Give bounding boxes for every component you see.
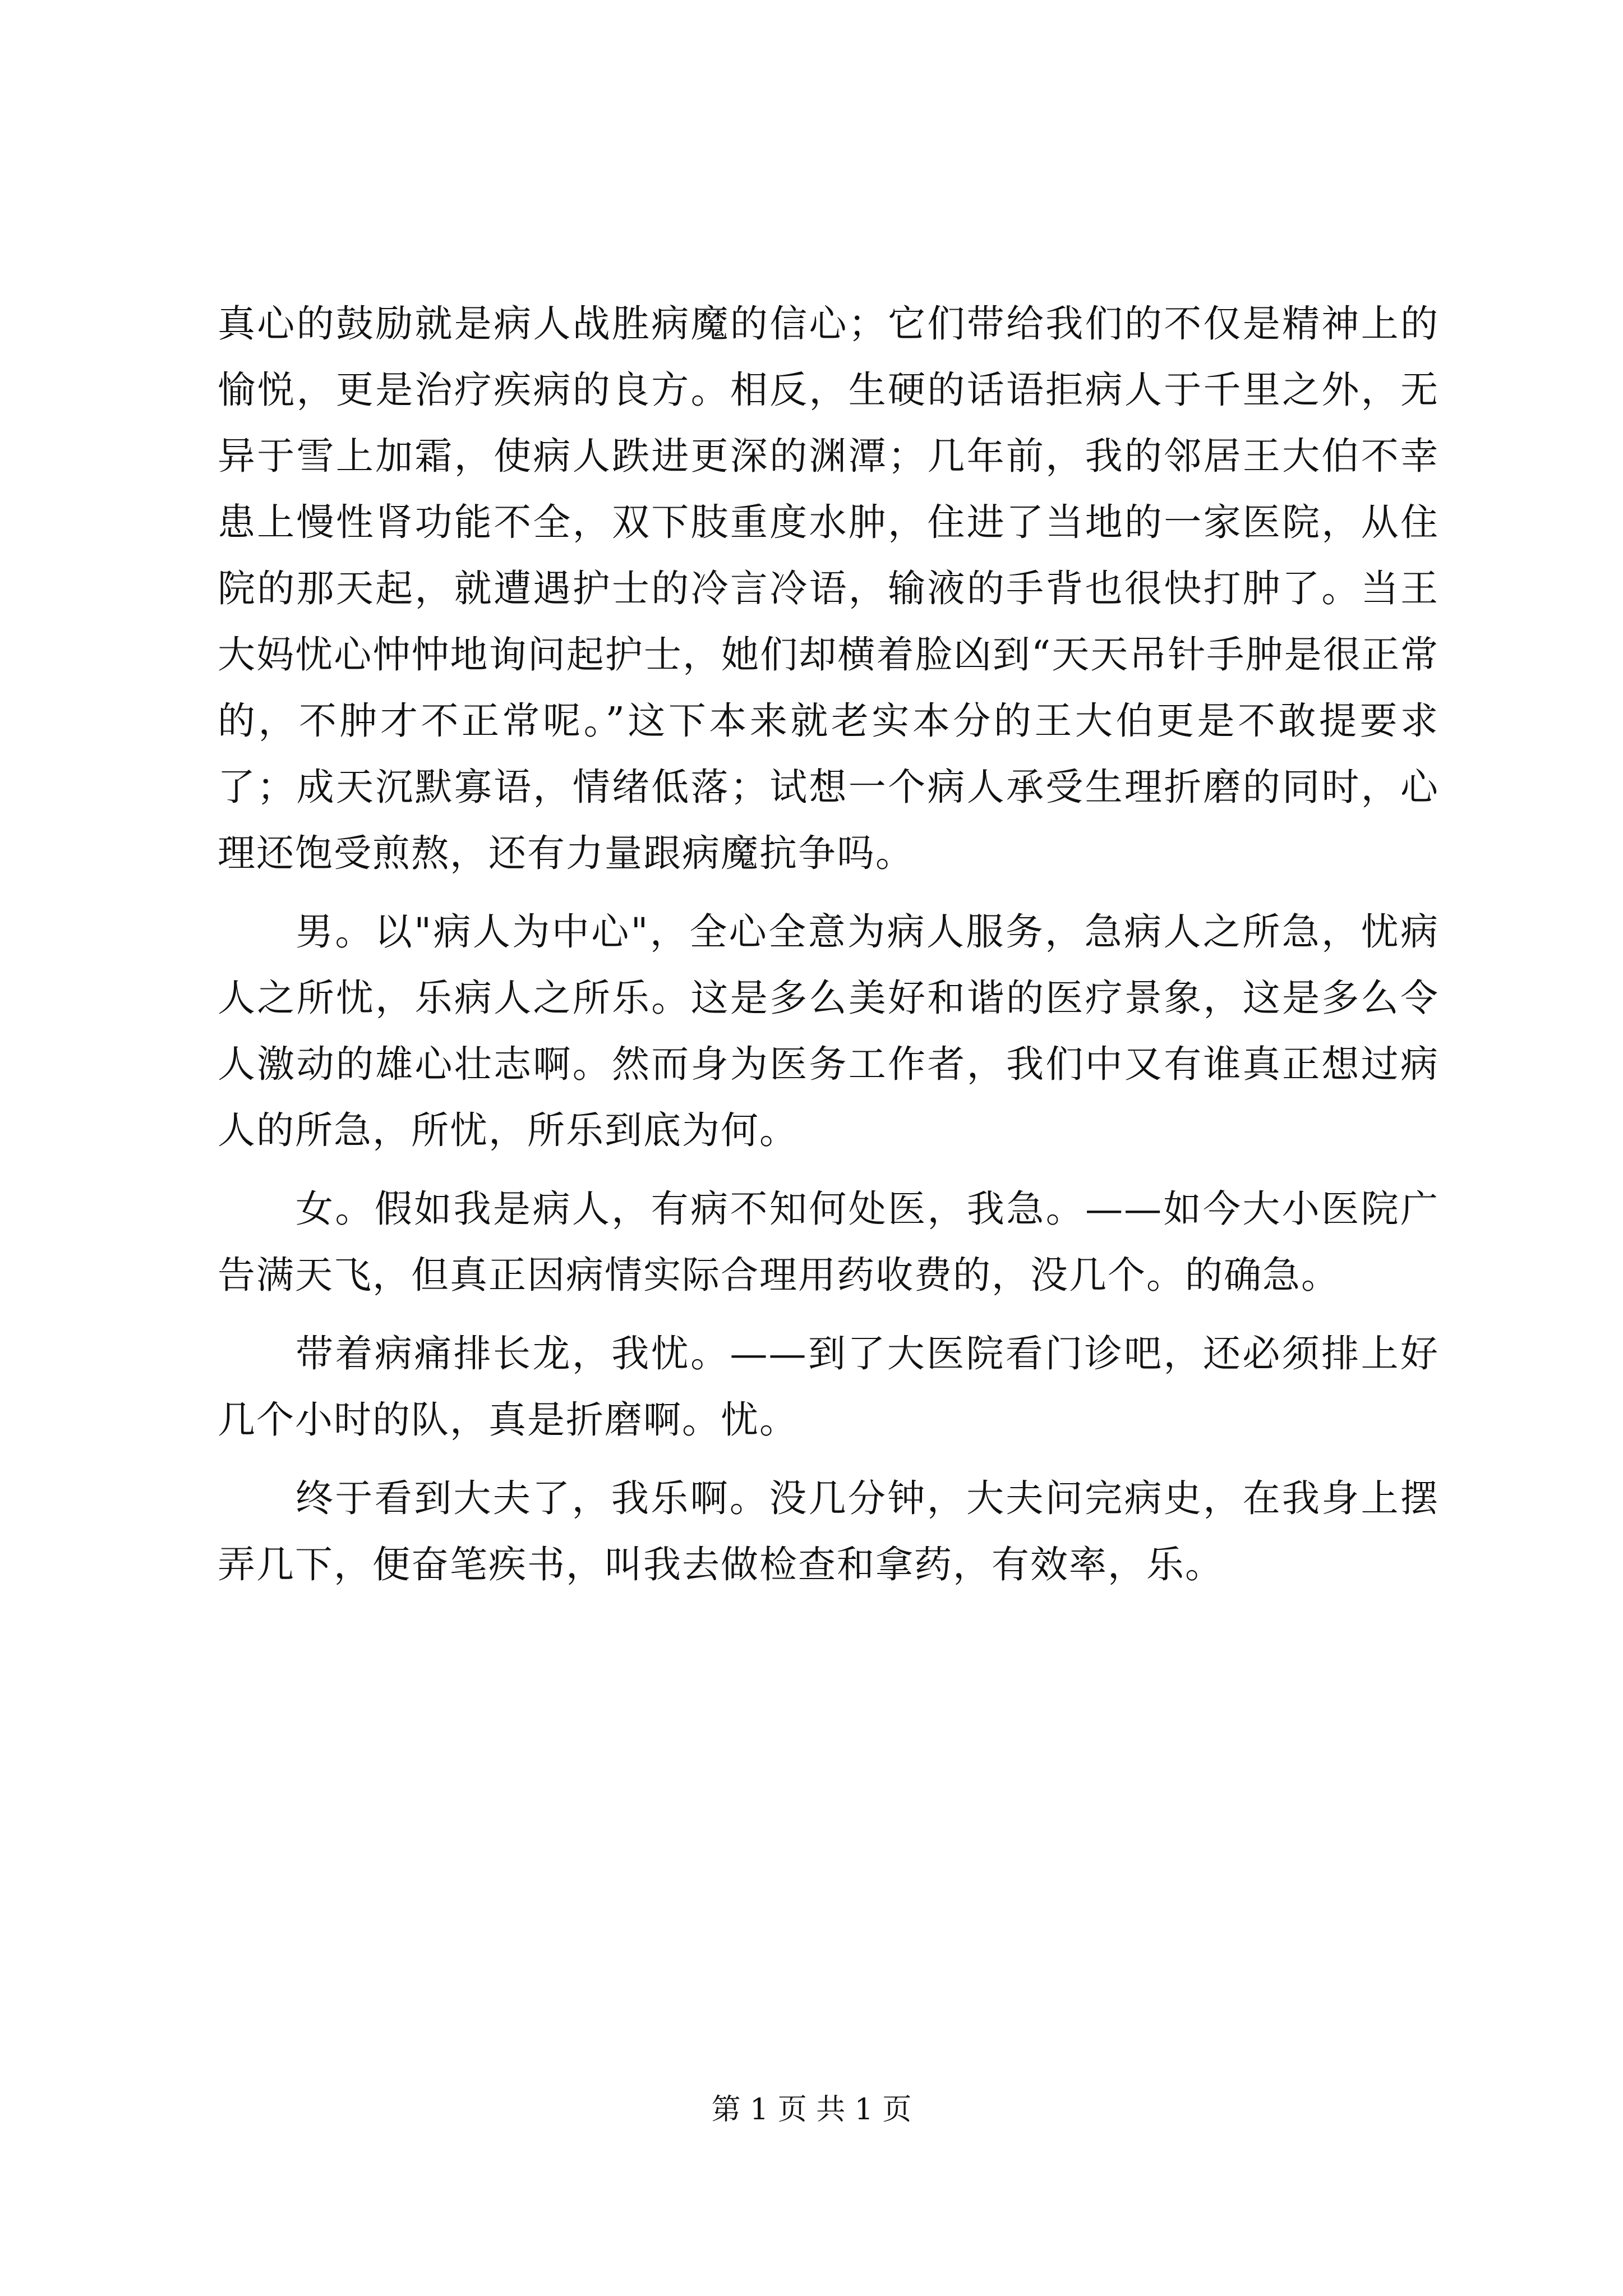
document-body <box>218 291 1439 1610</box>
paragraph-4: 带着病痛排长龙，我忧。——到了大医院看门诊吧，还必须排上好几个小时的队，真是折磨啊。忧。 <box>218 1332 1439 1442</box>
page-footer: 第 1 页 共 1 页 <box>711 2093 912 2127</box>
paragraph-2: 男。以"病人为中心"，全心全意为病人服务，急病人之所急，忧病人之所忧，乐病人之所乐。这是多么美好和谐的医疗景象，这是多么令人激动的雄心壮志啊。然而身为医务工作者，我们中又有谁真正想过病人的所急，所忧，所乐到底为何。 <box>218 910 1439 1152</box>
paragraph-5: 终于看到大夫了，我乐啊。没几分钟，大夫问完病史，在我身上摆弄几下，便奋笔疾书，叫我去做检查和拿药，有效率，乐。 <box>218 1476 1439 1586</box>
paragraph-1: 真心的鼓励就是病人战胜病魔的信心；它们带给我们的不仅是精神上的愉悦，更是治疗疾病的良方。相反，生硬的话语拒病人于千里之外，无异于雪上加霜，使病人跌进更深的渊潭；几年前，我的邻居王大伯不幸患上慢性肾功能不全，双下肢重度水肿，住进了当地的一家医院，从住院的那天起，就遭遇护士的冷言冷语，输液的手背也很快打肿了。当王大妈忧心忡忡地询问起护士，她们却横着脸凶到“天天吊针手肿是很正常的，不肿才不正常呢。”这下本来就老实本分的王大伯更是不敢提要求了；成天沉默寡语，情绪低落；试想一个病人承受生理折磨的同时，心理还饱受煎熬，还有力量跟病魔抗争吗。 <box>218 302 1439 875</box>
paragraph-3: 女。假如我是病人，有病不知何处医，我急。——如今大小医院广告满天飞，但真正因病情实际合理用药收费的，没几个。的确急。 <box>218 1187 1439 1297</box>
